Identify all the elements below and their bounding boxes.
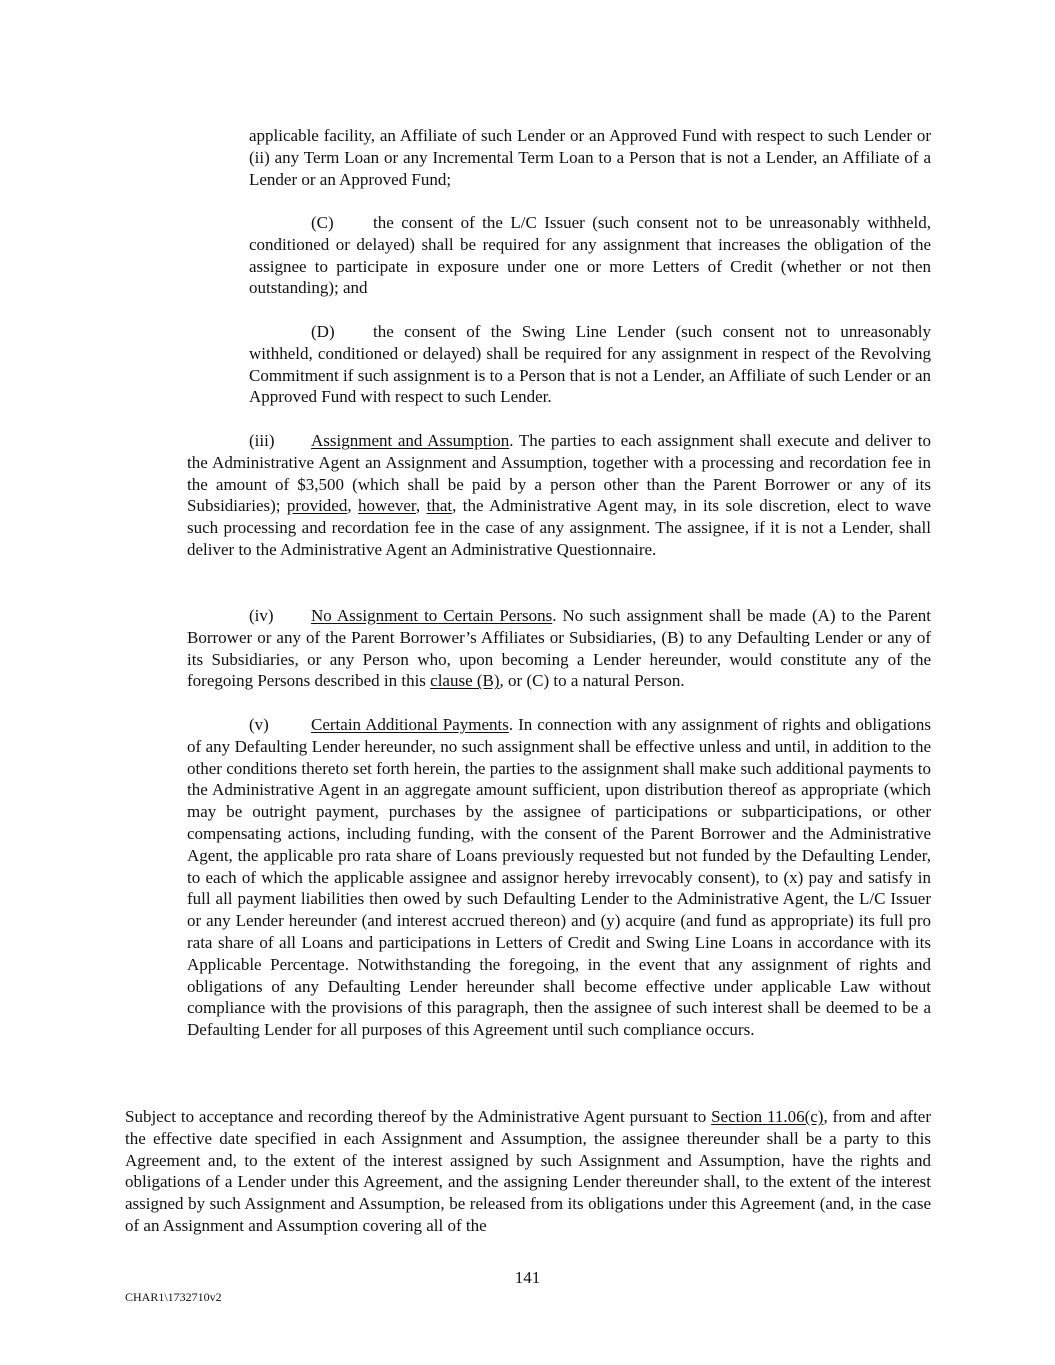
page-number: 141 <box>514 1268 541 1287</box>
clause-label: (D) <box>311 322 335 341</box>
paragraph-text: . No such assignment shall be made (A) to the Parent Borrower or any of the Parent Borrower’s Affiliates or Subsidiaries, (B) to any Defaulting Lender or any of its Subsidiaries, or any Person who, upon becoming a Lender hereunder, would constitute any of the foregoing Persons described in this <box>187 606 931 691</box>
section-heading: Assignment and Assumption <box>311 431 510 450</box>
paragraph-text: Subject to acceptance and recording thereof by the Administrative Agent pursuant to <box>125 1107 712 1126</box>
clause-label: (v) <box>249 715 269 734</box>
paragraph-v <box>187 714 931 1041</box>
term-however: however <box>358 496 416 516</box>
paragraph-text: . In connection with any assignment of rights and obligations of any Defaulting Lender hereunder, no such assignment shall be effective unless and until, in addition to the other conditions thereto set forth herein, the parties to the assignment shall make such additional payments to the Administrative Agent in an aggregate amount sufficient, upon distribution thereof as appropriate (which may be outright payment, purchases by the assignee of participations or subparticipations, or other compensating actions, including funding, with the consent of the Parent Borrower and the Administrative Agent, the applicable pro rata share of Loans previously requested but not funded by the Defaulting Lender, to each of which the applicable assignee and assignor hereby irrevocably consent), to (x) pay and satisfy in full all payment liabilities then owed by such Defaulting Lender to the Administrative Agent, the L/C Issuer or any Lender hereunder (and interest accrued thereon) and (y) acquire (and fund as appropriate) its full pro rata share of all Loans and participations in Letters of Credit and Swing Line Loans in accordance with its Applicable Percentage. Notwithstanding the foregoing, in the event that any assignment of rights and obligations of any Defaulting Lender hereunder shall become effective under applicable Law without compliance with the provisions of this paragraph, then the assignee of such interest shall be deemed to be a Defaulting Lender for all purposes of this Agreement until such compliance occurs. <box>187 715 931 1040</box>
paragraph-text: , the Administrative Agent may, in its sole discretion, elect to wave such processing and recordation fee in the case of any assignment. The assignee, if it is not a Lender, shall deliver to the Administrative Agent an Administrative Questionnaire. <box>187 496 932 559</box>
paragraph-text: the consent of the L/C Issuer (such consent not to be unreasonably withheld, conditioned or delayed) shall be required for any assignment that increases the obligation of the assignee to participate in exposure under one or more Letters of Credit (whether or not then outstanding); and <box>249 213 931 298</box>
paragraph-iii <box>187 430 931 561</box>
paragraph-text: , from and after the effective date specified in each Assignment and Assumption, the assignee thereunder shall be a party to this Agreement and, to the extent of the interest assigned by such Assignment and Assumption, have the rights and obligations of a Lender under this Agreement, and the assigning Lender thereunder shall, to the extent of the interest assigned by such Assignment and Assumption, be released from its obligations under this Agreement (and, in the case of an Assignment and Assumption covering all of the <box>125 1107 931 1235</box>
paragraph-text: applicable facility, an Affiliate of such Lender or an Approved Fund with respect to such Lender or (ii) any Term Loan or any Incremental Term Loan to a Person that is not a Lender, an Affiliate of a Lender or an Approved Fund; <box>249 126 931 189</box>
cross-reference: clause (B) <box>430 671 500 691</box>
clause-label: (iii) <box>249 431 275 450</box>
section-heading: Certain Additional Payments <box>311 715 509 734</box>
separator: , <box>415 496 427 516</box>
paragraph-text: , or (C) to a natural Person. <box>499 671 685 691</box>
cross-reference: Section 11.06(c) <box>711 1107 824 1126</box>
term-provided: provided <box>286 496 348 516</box>
paragraph-text: the consent of the Swing Line Lender (such consent not to unreasonably withheld, conditioned or delayed) shall be required for any assignment in respect of the Revolving Commitment if such assignment is to a Person that is not a Lender, an Affiliate of such Lender or an Approved Fund with respect to such Lender. <box>249 322 931 407</box>
paragraph-iv <box>187 605 931 692</box>
clause-label: (C) <box>311 213 334 232</box>
paragraph-d <box>249 321 931 408</box>
paragraph-c <box>249 212 931 299</box>
term-that: that <box>426 496 453 516</box>
paragraph-subject-to <box>125 1106 931 1237</box>
paragraph-continuation <box>249 125 931 190</box>
separator: , <box>347 496 359 516</box>
paragraph-text: . The parties to each assignment shall execute and deliver to the Administrative Agent an Assignment and Assumption, together with a processing and recordation fee in the amount of $3,500 (which shall be paid by a person other than the Parent Borrower or any of its Subsidiaries); <box>187 431 931 516</box>
section-heading: No Assignment to Certain Persons <box>311 606 553 625</box>
clause-label: (iv) <box>249 606 274 625</box>
document-id: CHAR1\1732710v2 <box>125 1290 222 1304</box>
